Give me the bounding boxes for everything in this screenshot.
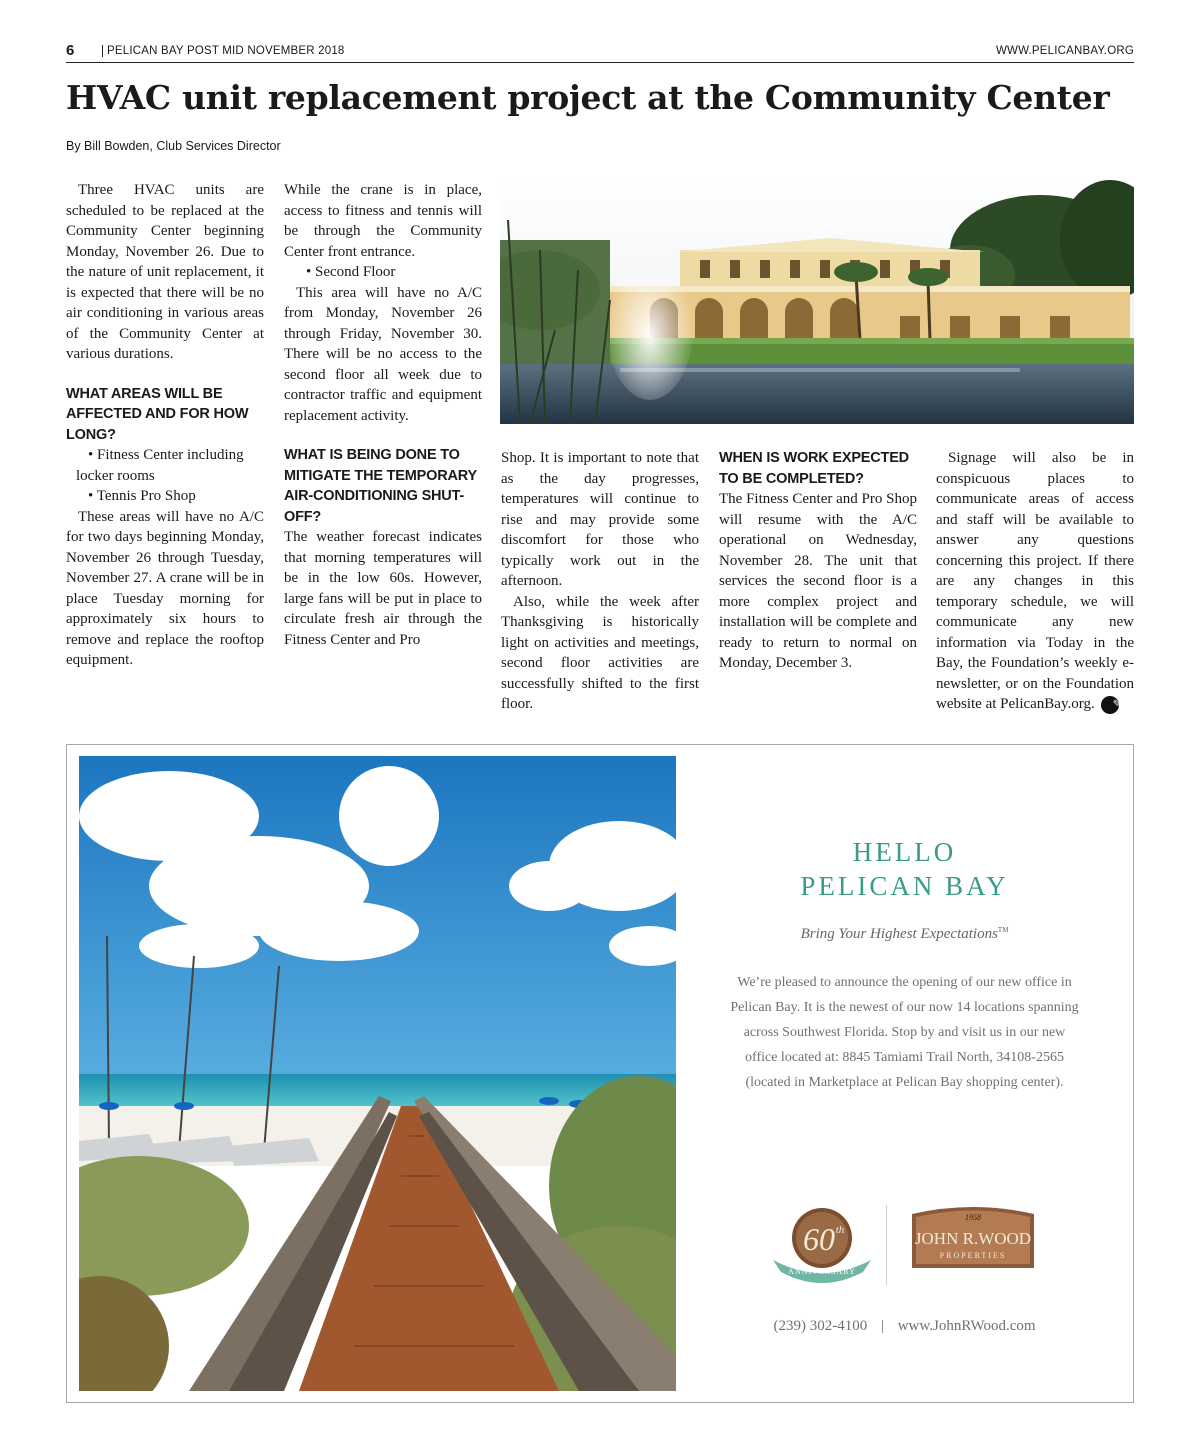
page-header xyxy=(66,44,1134,63)
paragraph: The Fitness Center and Pro Shop will resume with the A/C operational on Wednesday, November 28. The unit that services the second floor is a more complex project and installation will be complete and ready to return to normal on Monday, December 3. xyxy=(719,491,917,671)
subheading: WHAT IS BEING DONE TO MITIGATE THE TEMPORARY AIR-CONDITIONING SHUT-OFF? xyxy=(284,447,477,525)
bullet-item: • Fitness Center including locker rooms xyxy=(76,447,244,484)
logo-name: JOHN R.WOOD xyxy=(914,1229,1032,1248)
paragraph: This area will have no A/C from Monday, November 26 through Friday, November 30. There will be no access to the second floor all week due to contractor traffic and equipment replacement activity. xyxy=(284,284,482,424)
article-column-4 xyxy=(719,448,917,674)
article-column-3 xyxy=(501,448,699,715)
bullet-item: • Tennis Pro Shop xyxy=(88,488,196,504)
logo-divider xyxy=(886,1205,887,1285)
community-center-photo xyxy=(500,180,1134,424)
ad-body-text: We’re pleased to announce the opening of our new office in Pelican Bay. It is the newest of our now 14 locations spanning across Southwest Florida. Stop by and visit us in our new office located at: 8845 Tamiami Trail North, 34108-2565 (located in Marketplace at Pelican Bay shopping center). xyxy=(730,975,1079,1090)
paragraph-text: Signage will also be in conspicuous places to communicate areas of access and staff will be available to answer any questions concerning this project. If there are any changes in this temporary schedule, we will communicate any new information via Today in the Bay, the Foundation’s weekly e-newsletter, or on the Foundation website at PelicanBay.org. xyxy=(936,450,1134,712)
anniversary-suffix: th xyxy=(835,1224,845,1236)
ad-website-link[interactable]: www.JohnRWood.com xyxy=(897,1318,1036,1334)
article-headline: HVAC unit replacement project at the Community Center xyxy=(66,78,1110,117)
logo-year: 1958 xyxy=(965,1213,981,1222)
website-link[interactable]: WWW.PELICANBAY.ORG xyxy=(995,45,1134,57)
john-r-wood-logo-icon xyxy=(908,1202,1038,1272)
paragraph: The weather forecast indicates that morning temperatures will be in the low 60s. However, large fans will be put in place to circulate fresh air through the Fitness Center and Pro xyxy=(284,529,482,648)
article-column-5 xyxy=(936,448,1134,715)
article-byline: By Bill Bowden, Club Services Director xyxy=(66,139,281,153)
ad-headline xyxy=(707,835,1102,903)
paragraph: Also, while the week after Thanksgiving is historically light on activities and meetings, second floor activities are successfully shifted to the first floor. xyxy=(501,593,699,712)
anniversary-number: 60 xyxy=(803,1221,835,1257)
ad-headline-line-2: PELICAN BAY xyxy=(800,871,1009,901)
end-mark-icon: ✎ xyxy=(1101,696,1119,714)
community-center-illustration xyxy=(500,180,1134,424)
trademark-mark: TM xyxy=(997,926,1009,934)
beach-boardwalk-photo xyxy=(79,756,676,1391)
anniversary-word: ANNIVERSARY xyxy=(788,1267,856,1276)
ad-headline-line-1: HELLO xyxy=(852,837,957,867)
publication-name: PELICAN BAY POST MID NOVEMBER 2018 xyxy=(102,45,345,57)
paragraph xyxy=(936,448,1134,715)
ad-phone[interactable]: (239) 302-4100 xyxy=(773,1318,868,1334)
60th-anniversary-badge-icon xyxy=(767,1200,877,1290)
logo-subtitle: PROPERTIES xyxy=(939,1251,1007,1260)
ad-contact-line xyxy=(707,1318,1102,1335)
page-number: 6 xyxy=(66,42,75,59)
bullet-item: • Second Floor xyxy=(306,264,396,280)
john-r-wood-advertisement xyxy=(66,744,1134,1403)
subheading: WHEN IS WORK EXPECTED TO BE COMPLETED? xyxy=(719,450,909,487)
ad-tagline-text: Bring Your Highest Expectations xyxy=(800,926,998,942)
paragraph: Three HVAC units are scheduled to be replaced at the Community Center beginning Monday, November 26. Due to the nature of unit replacement, it is expected that there will be no air conditioning in various areas of the Community Center at various durations. xyxy=(66,182,264,362)
paragraph: Shop. It is important to note that as the day progresses, temperatures will continue to rise and may provide some discomfort for those who typically work out in the afternoon. xyxy=(501,450,699,589)
beach-boardwalk-illustration xyxy=(79,756,676,1391)
article-column-2 xyxy=(284,180,482,650)
ad-tagline xyxy=(707,926,1102,943)
paragraph: These areas will have no A/C for two days beginning Monday, November 26 through Tuesday, November 27. A crane will be in place Tuesday morning for approximately six hours to remove and replace the rooftop equipment. xyxy=(66,508,264,668)
article-column-1 xyxy=(66,180,264,671)
subheading: WHAT AREAS WILL BE AFFECTED AND FOR HOW LONG? xyxy=(66,385,249,443)
contact-separator: | xyxy=(880,1318,884,1334)
paragraph: While the crane is in place, access to fitness and tennis will be through the Community Center front entrance. xyxy=(284,182,482,260)
